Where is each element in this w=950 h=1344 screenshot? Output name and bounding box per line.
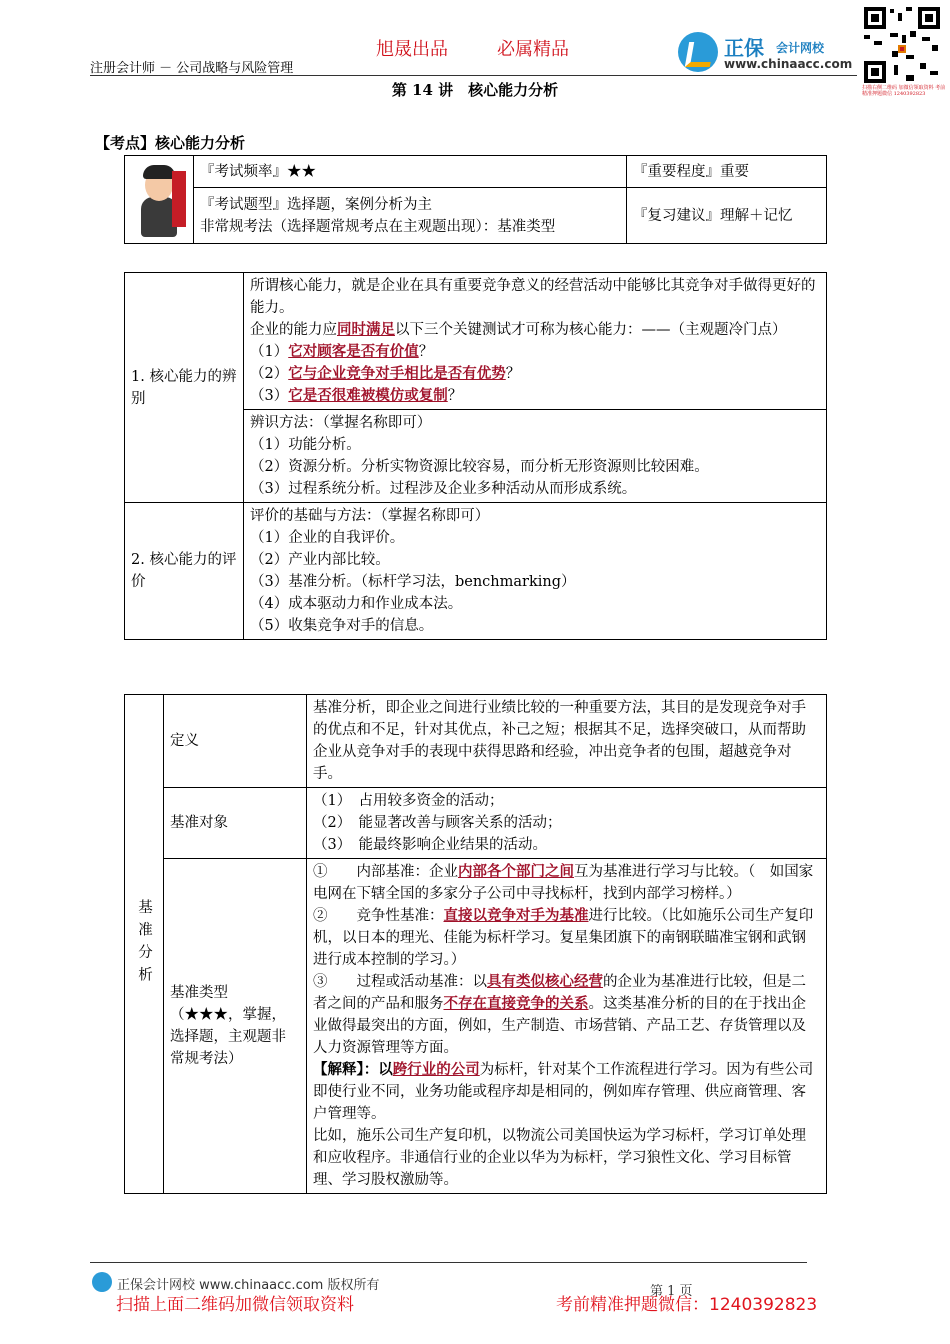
test-item-1: （1）它对顾客是否有价值？ — [250, 343, 434, 360]
exam-type-line-2: 非常规考法（选择题常规考点在主观题出现）：基准类型 — [200, 218, 556, 235]
logo-brand: 正保 — [724, 36, 764, 60]
exam-question-type — [194, 188, 627, 244]
method-item: （1）功能分析。 — [250, 437, 361, 453]
type-process: ③ 过程或活动基准：以具有类似核心经营的企业为基准进行比较，但是二者之间的产品和服务不存在直接竞争的关系。这类基准分析的目的在于找出企业做得最突出的方面，例如，生产制造、市场营销、产品工艺、存货管理以及人力资源管理等方面。 — [313, 973, 806, 1056]
object-item: （3） 能最终影响企业结果的活动。 — [313, 837, 547, 853]
evaluate-item: （2）产业内部比较。 — [250, 552, 390, 568]
row-label-identify: 1. 核心能力的辨别 — [125, 273, 244, 503]
teacher-avatar — [129, 161, 189, 239]
importance-level: 『重要程度』重要 — [627, 156, 827, 188]
footer-wechat-promo: 考前精准押题微信：1240392823 — [556, 1295, 818, 1315]
benchmark-side-label: 基准分析 — [125, 695, 164, 1194]
object-label: 基准对象 — [164, 788, 307, 859]
kaodian-title: 【考点】核心能力分析 — [95, 134, 246, 152]
type-content — [307, 859, 827, 1194]
core-ability-definition: 所谓核心能力，就是企业在具有重要竞争意义的经营活动中能够比其竞争对手做得更好的能力。 — [250, 278, 816, 316]
slogan-left: 旭晟出品 — [376, 39, 448, 60]
core-ability-test-intro: 企业的能力应同时满足以下三个关键测试才可称为核心能力：——（主观题冷门点） — [250, 321, 787, 338]
type-example: 比如，施乐公司生产复印机，以物流公司美国快运为学习标杆，学习订单处理和应收程序。非通信行业的企业以华为为标杆，学习狼性文化、学习目标管理、学习股权激励等。 — [313, 1128, 806, 1188]
evaluate-heading: 评价的基础与方法：（掌握名称即可） — [250, 508, 490, 524]
definition-label: 定义 — [164, 695, 307, 788]
object-item: （1） 占用较多资金的活动； — [313, 793, 504, 809]
header-rule — [90, 75, 857, 76]
core-ability-table — [124, 272, 827, 640]
slogan-right: 必属精品 — [497, 39, 569, 60]
qr-caption: 扫描右侧二维码 加微信领取资料 考前精准押题微信 1240392823 — [862, 85, 946, 97]
footer-copyright: 正保会计网校 www.chinaacc.com 版权所有 — [117, 1278, 380, 1293]
row-label-evaluate: 2. 核心能力的评价 — [125, 503, 244, 640]
identify-tests-cell — [244, 273, 827, 410]
definition-text: 基准分析，即企业之间进行业绩比较的一种重要方法，其目的是发现竞争对手的优点和不足，针对其优点，补己之短；根据其不足，选择突破口，从而帮助企业从竞争对手的表现中获得思路和经验，冲出竞争者的包围，超越竞争对手。 — [307, 695, 827, 788]
type-internal: ① 内部基准：企业内部各个部门之间互为基准进行学习与比较。（ 如国家电网在下辖全国的多家分子公司中寻找标杆，找到内部学习榜样。） — [313, 863, 814, 902]
evaluate-item: （4）成本驱动力和作业成本法。 — [250, 596, 463, 612]
type-label: 基准类型（★★★，掌握，选择题，主观题非常规考法） — [164, 859, 307, 1194]
logo-icon — [678, 32, 718, 72]
teacher-avatar-cell — [125, 156, 194, 244]
lecture-title: 第 14 讲 核心能力分析 — [391, 81, 559, 99]
method-item: （2）资源分析。分析实物资源比较容易，而分析无形资源则比较困难。 — [250, 459, 709, 475]
object-list — [307, 788, 827, 859]
method-item: （3）过程系统分析。过程涉及企业多种活动从而形成系统。 — [250, 481, 637, 497]
evaluate-item: （5）收集竞争对手的信息。 — [250, 618, 434, 634]
test-item-3: （3）它是否很难被模仿或复制？ — [250, 387, 463, 404]
evaluate-item: （3）基准分析。（标杆学习法，benchmarking） — [250, 574, 576, 590]
object-item: （2） 能显著改善与顾客关系的活动； — [313, 815, 562, 831]
brand-logo — [678, 30, 858, 74]
footer-rule — [90, 1262, 807, 1263]
test-item-2: （2）它与企业竞争对手相比是否有优势？ — [250, 365, 521, 382]
review-advice: 『复习建议』理解＋记忆 — [627, 188, 827, 244]
type-competitive: ② 竞争性基准：直接以竞争对手为基准进行比较。（比如施乐公司生产复印机，以日本的理光、佳能为标杆学习。复星集团旗下的南钢联瞄准宝钢和武钢进行成本控制的学习。） — [313, 907, 814, 968]
identify-methods-cell — [244, 410, 827, 503]
exam-type-line-1: 『考试题型』选择题，案例分析为主 — [200, 196, 432, 213]
exam-info-table — [124, 155, 827, 244]
evaluate-cell — [244, 503, 827, 640]
doc-title: 注册会计师 － 公司战略与风险管理 — [90, 61, 294, 76]
logo-url: www.chinaacc.com — [724, 57, 853, 71]
footer-logo-icon — [92, 1272, 112, 1292]
evaluate-item: （1）企业的自我评价。 — [250, 530, 405, 546]
page-number: 第 1 页 — [650, 1284, 693, 1299]
methods-heading: 辨识方法：（掌握名称即可） — [250, 415, 432, 431]
type-explanation: 【解释】：以跨行业的公司为标杆，针对某个工作流程进行学习。因为有些公司即使行业不同，业务功能或程序却是相同的，例如库存管理、供应商管理、客户管理等。 — [313, 1061, 814, 1122]
benchmark-table — [124, 694, 827, 1194]
qr-code-icon — [862, 5, 942, 85]
exam-frequency: 『考试频率』★★ — [194, 156, 627, 188]
logo-name: 会计网校 — [776, 41, 825, 55]
footer-qr-promo: 扫描上面二维码加微信领取资料 — [116, 1295, 354, 1315]
